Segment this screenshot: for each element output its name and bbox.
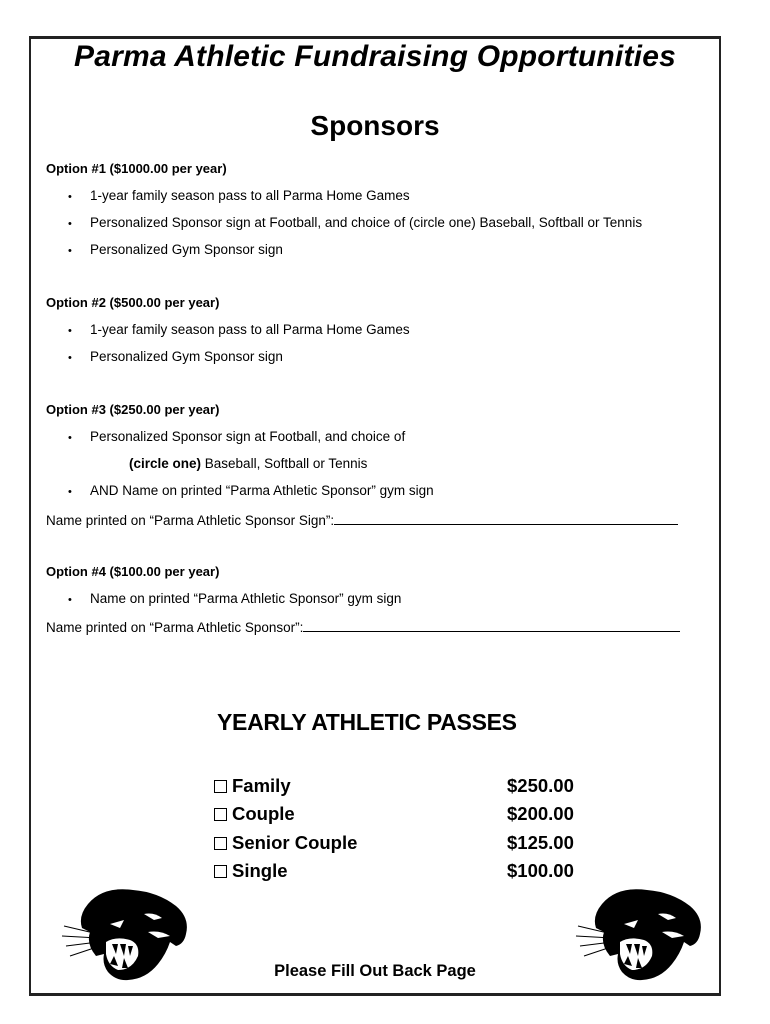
option-4-heading: Option #4 ($100.00 per year) bbox=[46, 564, 220, 579]
pass-row-senior-couple[interactable]: Senior Couple $125.00 bbox=[214, 832, 614, 854]
option-4-name-field[interactable]: Name printed on “Parma Athletic Sponsor”: bbox=[46, 617, 680, 635]
option-1-bullet-2: • Personalized Sponsor sign at Football, and choice of (circle one) Baseball, Softball or Tennis bbox=[68, 215, 643, 230]
option-3-heading: Option #3 ($250.00 per year) bbox=[46, 402, 220, 417]
bullet-icon: • bbox=[68, 191, 72, 203]
pass-price: $200.00 bbox=[507, 803, 574, 824]
bullet-icon: • bbox=[68, 218, 72, 230]
pass-row-couple[interactable]: Couple $200.00 bbox=[214, 803, 614, 825]
bullet-icon: • bbox=[68, 594, 72, 606]
option-2-bullet-1: • 1-year family season pass to all Parma Home Games bbox=[68, 322, 410, 337]
option-3-bullet-1: • Personalized Sponsor sign at Football, and choice of bbox=[68, 429, 406, 444]
option-2-bullet-2: • Personalized Gym Sponsor sign bbox=[68, 349, 283, 364]
option-3-name-field[interactable]: Name printed on “Parma Athletic Sponsor Sign”: bbox=[46, 510, 678, 528]
option-3-circle-one-line: (circle one) Baseball, Softball or Tennis bbox=[129, 456, 368, 471]
section-title-sponsors: Sponsors bbox=[310, 110, 440, 141]
checkbox-icon[interactable] bbox=[214, 837, 227, 850]
option-1-bullet-3: • Personalized Gym Sponsor sign bbox=[68, 242, 283, 257]
pass-price: $100.00 bbox=[507, 860, 574, 881]
checkbox-icon[interactable] bbox=[214, 865, 227, 878]
option-3-bullet-2: • AND Name on printed “Parma Athletic Sponsor” gym sign bbox=[68, 483, 434, 498]
option-4-bullet-1: • Name on printed “Parma Athletic Sponsor” gym sign bbox=[68, 591, 402, 606]
pass-row-single[interactable]: Single $100.00 bbox=[214, 860, 614, 882]
pass-row-family[interactable]: Family $250.00 bbox=[214, 775, 614, 797]
option-1-heading: Option #1 ($1000.00 per year) bbox=[46, 161, 227, 176]
bullet-icon: • bbox=[68, 325, 72, 337]
pass-price: $250.00 bbox=[507, 775, 574, 796]
bullet-icon: • bbox=[68, 245, 72, 257]
page-title: Parma Athletic Fundraising Opportunities bbox=[74, 40, 676, 73]
option-2-heading: Option #2 ($500.00 per year) bbox=[46, 295, 220, 310]
checkbox-icon[interactable] bbox=[214, 780, 227, 793]
option-1-bullet-1: • 1-year family season pass to all Parma Home Games bbox=[68, 188, 410, 203]
footer-note: Please Fill Out Back Page bbox=[274, 962, 476, 980]
pass-price: $125.00 bbox=[507, 832, 574, 853]
passes-title: YEARLY ATHLETIC PASSES bbox=[217, 709, 517, 735]
bullet-icon: • bbox=[68, 352, 72, 364]
checkbox-icon[interactable] bbox=[214, 808, 227, 821]
bullet-icon: • bbox=[68, 432, 72, 444]
bullet-icon: • bbox=[68, 486, 72, 498]
